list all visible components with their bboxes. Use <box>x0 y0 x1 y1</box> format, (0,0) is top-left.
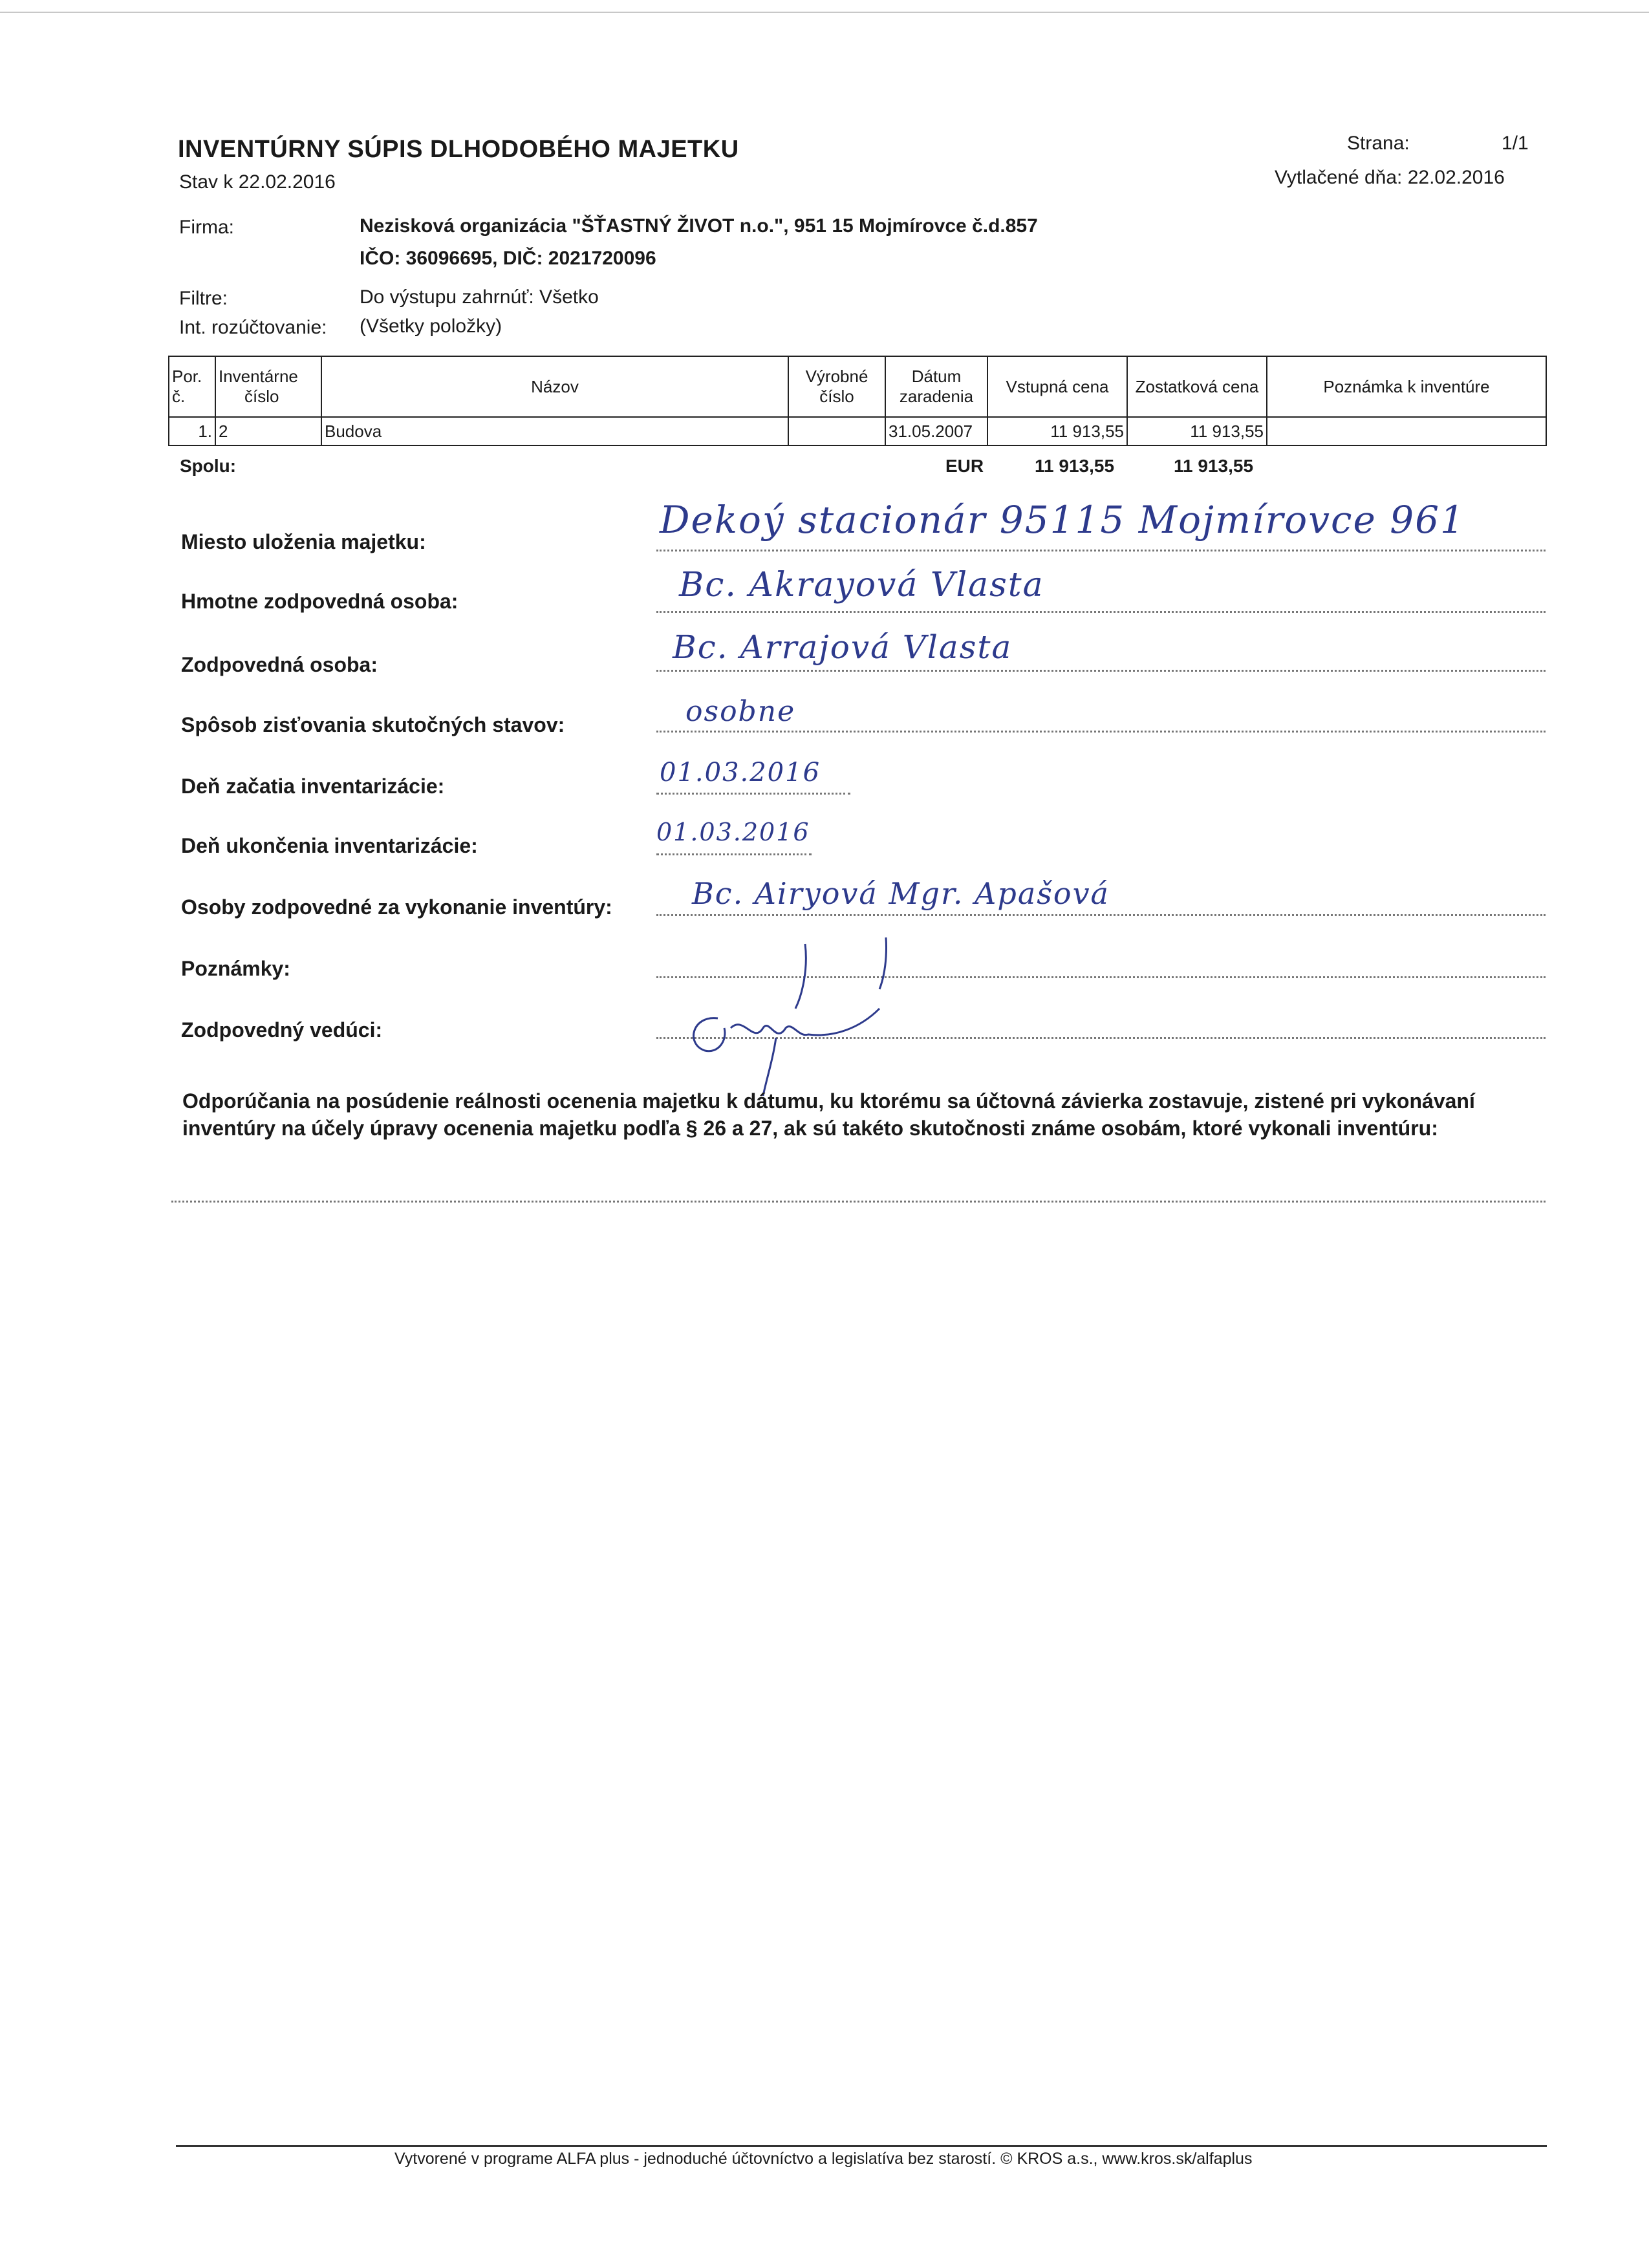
cell-date: 31.05.2007 <box>885 417 987 445</box>
printed-date: Vytlačené dňa: 22.02.2016 <box>1275 167 1505 188</box>
method-line <box>656 731 1546 733</box>
footer-rule <box>176 2145 1547 2147</box>
page-label: Strana: <box>1347 133 1410 154</box>
col-header-date: Dátum zaradenia <box>885 356 987 417</box>
col-header-inventory-number: Inventárne číslo <box>215 356 321 417</box>
allocation-value: (Všetky položky) <box>360 316 502 337</box>
total-entry-price: 11 913,55 <box>1035 456 1115 476</box>
total-residual-price: 11 913,55 <box>1174 456 1254 476</box>
company-name: Nezisková organizácia "ŠŤASTNÝ ŽIVOT n.o.", 951 15 Mojmírovce č.d.857 <box>360 215 1038 237</box>
col-header-residual-price: Zostatková cena <box>1127 356 1267 417</box>
cell-por: 1. <box>169 417 215 445</box>
location-label: Miesto uloženia majetku: <box>181 530 426 553</box>
col-header-serial-number: Výrobné číslo <box>788 356 885 417</box>
cell-note <box>1267 417 1546 445</box>
end-date-label: Deň ukončenia inventarizácie: <box>181 834 478 857</box>
location-line <box>656 550 1546 551</box>
scan-top-edge <box>0 12 1649 13</box>
page-number: 1/1 <box>1502 133 1529 154</box>
manager-signature <box>647 931 918 1099</box>
location-handwriting: Dekoý stacionár 95115 Mojmírovce 961 <box>660 498 1465 542</box>
filters-value: Do výstupu zahrnúť: Všetko <box>360 286 599 308</box>
manager-label: Zodpovedný vedúci: <box>181 1018 383 1042</box>
materially-responsible-handwriting: Bc. Akrayová Vlasta <box>679 566 1044 604</box>
start-date-label: Deň začatia inventarizácie: <box>181 775 445 798</box>
col-header-entry-price: Vstupná cena <box>987 356 1127 417</box>
materially-responsible-label: Hmotne zodpovedná osoba: <box>181 590 458 613</box>
table-header-row <box>169 356 1546 417</box>
notes-label: Poznámky: <box>181 957 290 980</box>
inventory-table <box>168 356 1547 446</box>
materially-responsible-line <box>656 611 1546 613</box>
end-date-handwriting: 01.03.2016 <box>656 818 810 846</box>
start-date-line <box>656 793 850 795</box>
cell-entry-price: 11 913,55 <box>987 417 1127 445</box>
responsible-person-label: Zodpovedná osoba: <box>181 653 378 676</box>
inventory-persons-label: Osoby zodpovedné za vykonanie inventúry: <box>181 895 612 919</box>
method-handwriting: osobne <box>685 695 796 728</box>
cell-residual-price: 11 913,55 <box>1127 417 1267 445</box>
document-title: INVENTÚRNY SÚPIS DLHODOBÉHO MAJETKU <box>178 136 739 163</box>
currency-label: EUR <box>945 456 984 476</box>
recommendation-line <box>171 1201 1546 1203</box>
as-of-date: Stav k 22.02.2016 <box>179 171 336 193</box>
inventory-persons-handwriting: Bc. Airyová Mgr. Apašová <box>692 876 1110 911</box>
responsible-person-handwriting: Bc. Arrajová Vlasta <box>673 628 1013 666</box>
responsible-person-line <box>656 670 1546 672</box>
cell-serial-number <box>788 417 885 445</box>
cell-inventory-number: 2 <box>215 417 321 445</box>
filters-label: Filtre: <box>179 288 228 309</box>
company-ids: IČO: 36096695, DIČ: 2021720096 <box>360 248 656 269</box>
footer-text: Vytvorené v programe ALFA plus - jednoduché účtovníctvo a legislatíva bez starostí. © KROS a.s., www.kros.sk/alfaplus <box>394 2150 1253 2168</box>
col-header-por: Por. č. <box>169 356 215 417</box>
recommendation-note: Odporúčania na posúdenie reálnosti ocenenia majetku k dátumu, ku ktorému sa účtovná závierka zostavuje, zistené pri vykonávaní inventúry na účely úpravy ocenenia majetku podľa § 26 a 27, ak sú takéto skutočnosti známe osobám, ktoré vykonali inventúru: <box>182 1089 1475 1140</box>
inventory-persons-line <box>656 914 1546 916</box>
table-row <box>169 417 1546 445</box>
cell-name: Budova <box>321 417 788 445</box>
col-header-name: Názov <box>321 356 788 417</box>
allocation-label: Int. rozúčtovanie: <box>179 317 327 338</box>
method-label: Spôsob zisťovania skutočných stavov: <box>181 713 565 736</box>
start-date-handwriting: 01.03.2016 <box>660 758 821 787</box>
company-label: Firma: <box>179 217 234 238</box>
end-date-line <box>656 853 812 855</box>
col-header-note: Poznámka k inventúre <box>1267 356 1546 417</box>
total-label: Spolu: <box>180 456 237 476</box>
